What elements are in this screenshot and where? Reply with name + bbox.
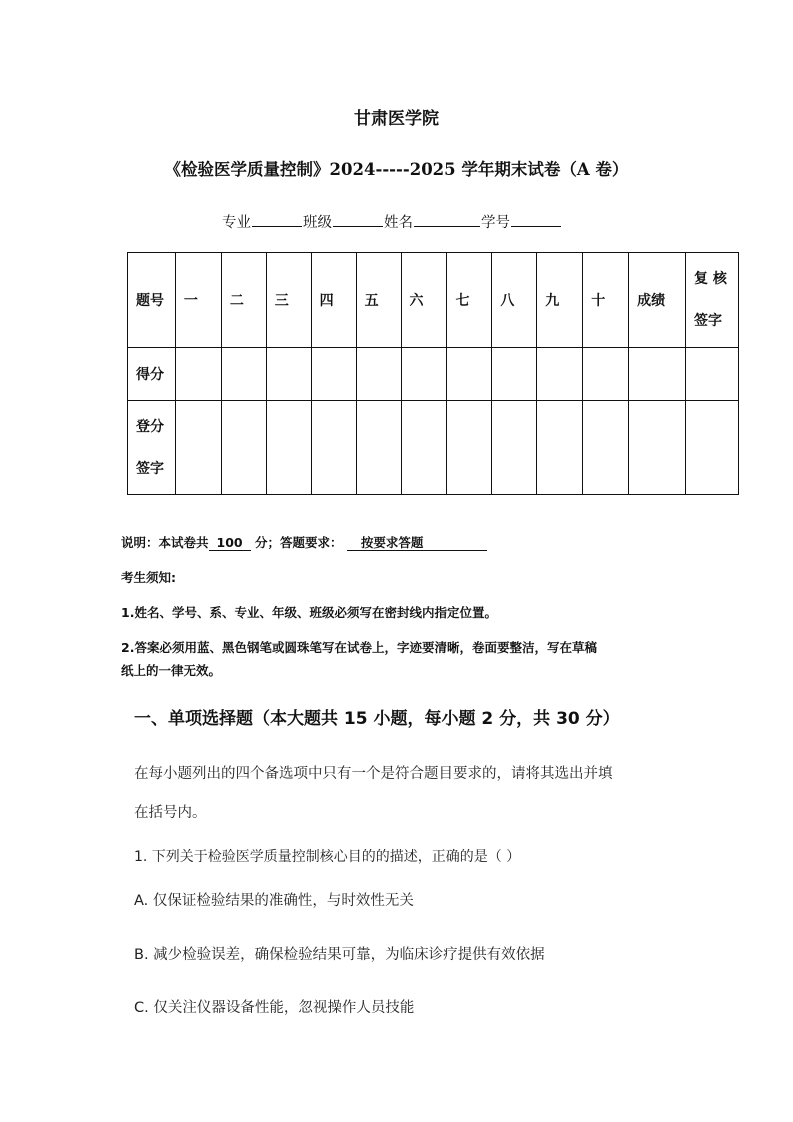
score-cell[interactable] (537, 348, 583, 401)
school-name: 甘肃医学院 (354, 109, 439, 129)
signature-cell[interactable] (221, 401, 266, 495)
notice-rule-2-line-2: 纸上的一律无效。 (121, 663, 222, 678)
grader-label: 登分 (136, 418, 164, 435)
signature-cell[interactable] (356, 401, 401, 495)
score-cell[interactable] (492, 348, 537, 401)
grader-signature-label (128, 401, 176, 495)
signature-cell[interactable] (175, 401, 221, 495)
exam-title: 《检验医学质量控制》2024-----2025 学年期末试卷（A 卷） (164, 160, 629, 179)
student-info-line (222, 210, 562, 232)
grader-signature-row (128, 401, 739, 495)
description-prefix: 说明：本试卷共 (121, 535, 209, 550)
notice-rule-2-line-1: 2.答案必须用蓝、黑色钢笔或圆珠笔写在试卷上，字迹要清晰，卷面要整洁，写在草稿 (121, 640, 597, 655)
col-header-2: 二 (221, 253, 266, 348)
question-1-option-c: C. 仅关注仪器设备性能，忽视操作人员技能 (134, 1000, 415, 1016)
total-score-cell[interactable] (629, 348, 686, 401)
col-header-10: 十 (583, 253, 629, 348)
exam-description (121, 533, 487, 551)
score-cell[interactable] (266, 348, 311, 401)
col-header-1: 一 (175, 253, 221, 348)
total-score-value: 100 (209, 535, 251, 551)
score-row (128, 348, 739, 401)
section-1-instruction-line-1: 在每小题列出的四个备选项中只有一个是符合题目要求的，请将其选出并填 (134, 766, 613, 782)
review-sign-label: 签字 (694, 313, 723, 329)
question-1-option-a: A. 仅保证检验结果的准确性，与时效性无关 (134, 893, 414, 909)
signature-cell[interactable] (492, 401, 537, 495)
signature-cell[interactable] (629, 401, 686, 495)
notice-heading: 考生须知: (121, 570, 176, 585)
signature-cell[interactable] (686, 401, 739, 495)
review-signature-header (686, 253, 739, 348)
col-header-8: 八 (492, 253, 537, 348)
col-header-7: 七 (447, 253, 492, 348)
notice-rule-1: 1.姓名、学号、系、专业、年级、班级必须写在密封线内指定位置。 (121, 605, 497, 620)
score-cell[interactable] (221, 348, 266, 401)
section-1-instruction-line-2: 在括号内。 (134, 805, 207, 821)
review-label: 复 核 (694, 271, 727, 287)
major-label: 专业 (222, 215, 251, 231)
score-table (127, 252, 739, 495)
question-number-row (128, 253, 739, 348)
signature-cell[interactable] (311, 401, 356, 495)
name-label: 姓名 (384, 215, 413, 231)
question-1: 1. 下列关于检验医学质量控制核心目的的描述，正确的是（ ） (134, 849, 521, 865)
col-header-3: 三 (266, 253, 311, 348)
score-cell[interactable] (583, 348, 629, 401)
signature-cell[interactable] (266, 401, 311, 495)
signature-cell[interactable] (401, 401, 447, 495)
grader-sign-label: 签字 (136, 460, 164, 477)
col-header-5: 五 (356, 253, 401, 348)
question-number-label: 题号 (128, 253, 176, 348)
description-mid: 分；答题要求： (254, 535, 343, 550)
col-header-9: 九 (537, 253, 583, 348)
answer-requirement: 按要求答题 (347, 535, 488, 551)
signature-cell[interactable] (447, 401, 492, 495)
score-cell[interactable] (356, 348, 401, 401)
id-blank[interactable] (511, 210, 561, 227)
question-1-option-b: B. 减少检验误差，确保检验结果可靠，为临床诊疗提供有效依据 (134, 947, 545, 963)
col-header-4: 四 (311, 253, 356, 348)
review-signature-cell[interactable] (686, 348, 739, 401)
class-blank[interactable] (333, 210, 383, 227)
section-1-title: 一、单项选择题（本大题共 15 小题，每小题 2 分，共 30 分） (134, 709, 620, 729)
total-score-header: 成绩 (629, 253, 686, 348)
signature-cell[interactable] (537, 401, 583, 495)
major-blank[interactable] (252, 210, 302, 227)
col-header-6: 六 (401, 253, 447, 348)
id-label: 学号 (481, 215, 510, 231)
score-cell[interactable] (447, 348, 492, 401)
score-cell[interactable] (175, 348, 221, 401)
score-cell[interactable] (311, 348, 356, 401)
class-label: 班级 (303, 215, 332, 231)
signature-cell[interactable] (583, 401, 629, 495)
name-blank[interactable] (414, 210, 480, 227)
score-cell[interactable] (401, 348, 447, 401)
score-label: 得分 (128, 348, 176, 401)
